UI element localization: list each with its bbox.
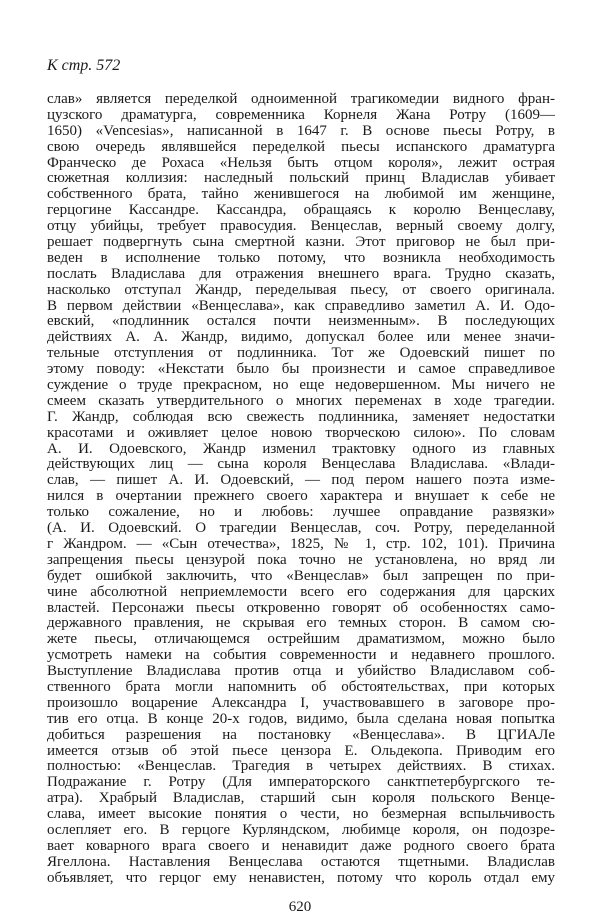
text-line: ослепляет его. В герцоге Курляндском, любимце короля, он подозре- (47, 822, 555, 838)
text-line: державного правления, не скрывая его темных сторон. В самом сю- (47, 616, 555, 632)
text-line: запрещения пьесы цензурой пока точно не установлена, но вряд ли (47, 552, 555, 568)
text-line: будет ошибкой заключить, что «Венцеслав» был запрещен по при- (47, 568, 555, 584)
text-line: герцогине Кассандре. Кассандра, обращаясь к королю Венцеславу, (47, 203, 555, 219)
text-line: г Жандром. — «Сын отечества», 1825, № 1, стр. 102, 101). Причина (47, 536, 555, 552)
page-reference-heading: К стр. 572 (47, 57, 121, 74)
text-line: тив его отца. В конце 20-х годов, видимо, была сделана новая попытка (47, 711, 555, 727)
text-line: слав, — пишет А. И. Одоевский, — под пером нашего поэта изме- (47, 473, 555, 489)
text-line: атра). Храбрый Владислав, старший сын короля польского Венце- (47, 791, 555, 807)
text-line: чине абсолютной неприемлемости всего его содержания для царских (47, 584, 555, 600)
text-line: Подражание г. Ротру (Для императорского санктпетербургского те- (47, 775, 555, 791)
text-line: (А. И. Одоевский. О трагедии Венцеслав, соч. Ротру, переделанной (47, 521, 555, 537)
text-line: смеем сказать утвердительного о многих переменах в ходе трагедии. (47, 393, 555, 409)
text-line: усмотреть намеки на события современности и недавнего прошлого. (47, 648, 555, 664)
text-line: Г. Жандр, соблюдая всю свежесть подлинника, заменяет недостатки (47, 409, 555, 425)
text-line: суждение о труде прекрасном, но еще недовершенном. Мы ничего не (47, 378, 555, 394)
text-line: добиться разрешения на постановку «Венцеслава». В ЦГИАЛе (47, 727, 555, 743)
text-line: полностью: «Венцеслав. Трагедия в четырех действиях. В стихах. (47, 759, 555, 775)
text-line: Франческо де Рохаса «Нельзя быть отцом короля», лежит острая (47, 155, 555, 171)
text-line: слав» является переделкой одноименной трагикомедии видного фран- (47, 92, 555, 107)
text-line: действующих лиц — сына короля Венцеслава Владислава. «Влади- (47, 457, 555, 473)
text-line: А. И. Одоевского, Жандр изменил трактовку одного из главных (47, 441, 555, 457)
text-line: действиях А. А. Жандр, видимо, допускал более или менее значи- (47, 330, 555, 346)
text-line: сюжетная коллизия: наследный польский принц Владислав убивает (47, 171, 555, 187)
text-line: послать Владислава для отражения внешнего врага. Трудно сказать, (47, 266, 555, 282)
text-line: произошло воцарение Александра I, участвовавшего в заговоре про- (47, 695, 555, 711)
text-line: свою очередь являвшейся переделкой пьесы испанского драматурга (47, 139, 555, 155)
body-text (47, 92, 555, 887)
text-line: властей. Персонажи пьесы откровенно говорят об особенностях само- (47, 600, 555, 616)
text-line: евский, «подлинник остался почти неизменным». В последующих (47, 314, 555, 330)
text-line: красотами и оживляет целое новою творческою силою». По словам (47, 425, 555, 441)
text-line: жете пьесы, отличающемся острейшим драматизмом, можно было (47, 632, 555, 648)
text-line: слава, имеет высокие понятия о чести, но безмерная вспыльчивость (47, 807, 555, 823)
text-line: цузского драматурга, современника Корнеля Жана Ротру (1609— (47, 107, 555, 123)
text-line: объявляет, что герцог ему ненавистен, потому что король отдал ему (47, 870, 555, 886)
page-number: 620 (288, 899, 312, 915)
text-line: нился в очертании прежнего своего характера и внушает к себе не (47, 489, 555, 505)
text-line: 1650) «Vencesias», написанной в 1647 г. В основе пьесы Ротру, в (47, 123, 555, 139)
text-line: этому поводу: «Некстати было бы произнести и самое справедливое (47, 362, 555, 378)
text-line: собственного брата, тайно женившегося на любимой им женщине, (47, 187, 555, 203)
text-line: имеется отзыв об этой пьесе цензора Е. Ольдекопа. Приводим его (47, 743, 555, 759)
text-line: насколько отступал Жандр, переделывая пьесу, от своего оригинала. (47, 282, 555, 298)
text-line: Выступление Владислава против отца и убийство Владиславом соб- (47, 664, 555, 680)
text-line: Ягеллона. Наставления Венцеслава остаются тщетными. Владислав (47, 854, 555, 870)
text-line: веден в исполнение только потому, что возникла необходимость (47, 250, 555, 266)
text-line: вает коварного врага своего и ненавидит даже родного своего брата (47, 838, 555, 854)
text-line: решает подвергнуть сына смертной казни. Этот приговор не был при- (47, 235, 555, 251)
text-line: ственного брата могли напомнить об обстоятельствах, при которых (47, 679, 555, 695)
text-line: В первом действии «Венцеслава», как справедливо заметил А. И. Одо- (47, 298, 555, 314)
text-line: только сожаление, но и любовь: лучшее оправдание развязки» (47, 505, 555, 521)
text-line: отцу убийцы, требует правосудия. Венцеслав, верный своему долгу, (47, 219, 555, 235)
text-line: тельные отступления от подлинника. Тот же Одоевский пишет по (47, 346, 555, 362)
